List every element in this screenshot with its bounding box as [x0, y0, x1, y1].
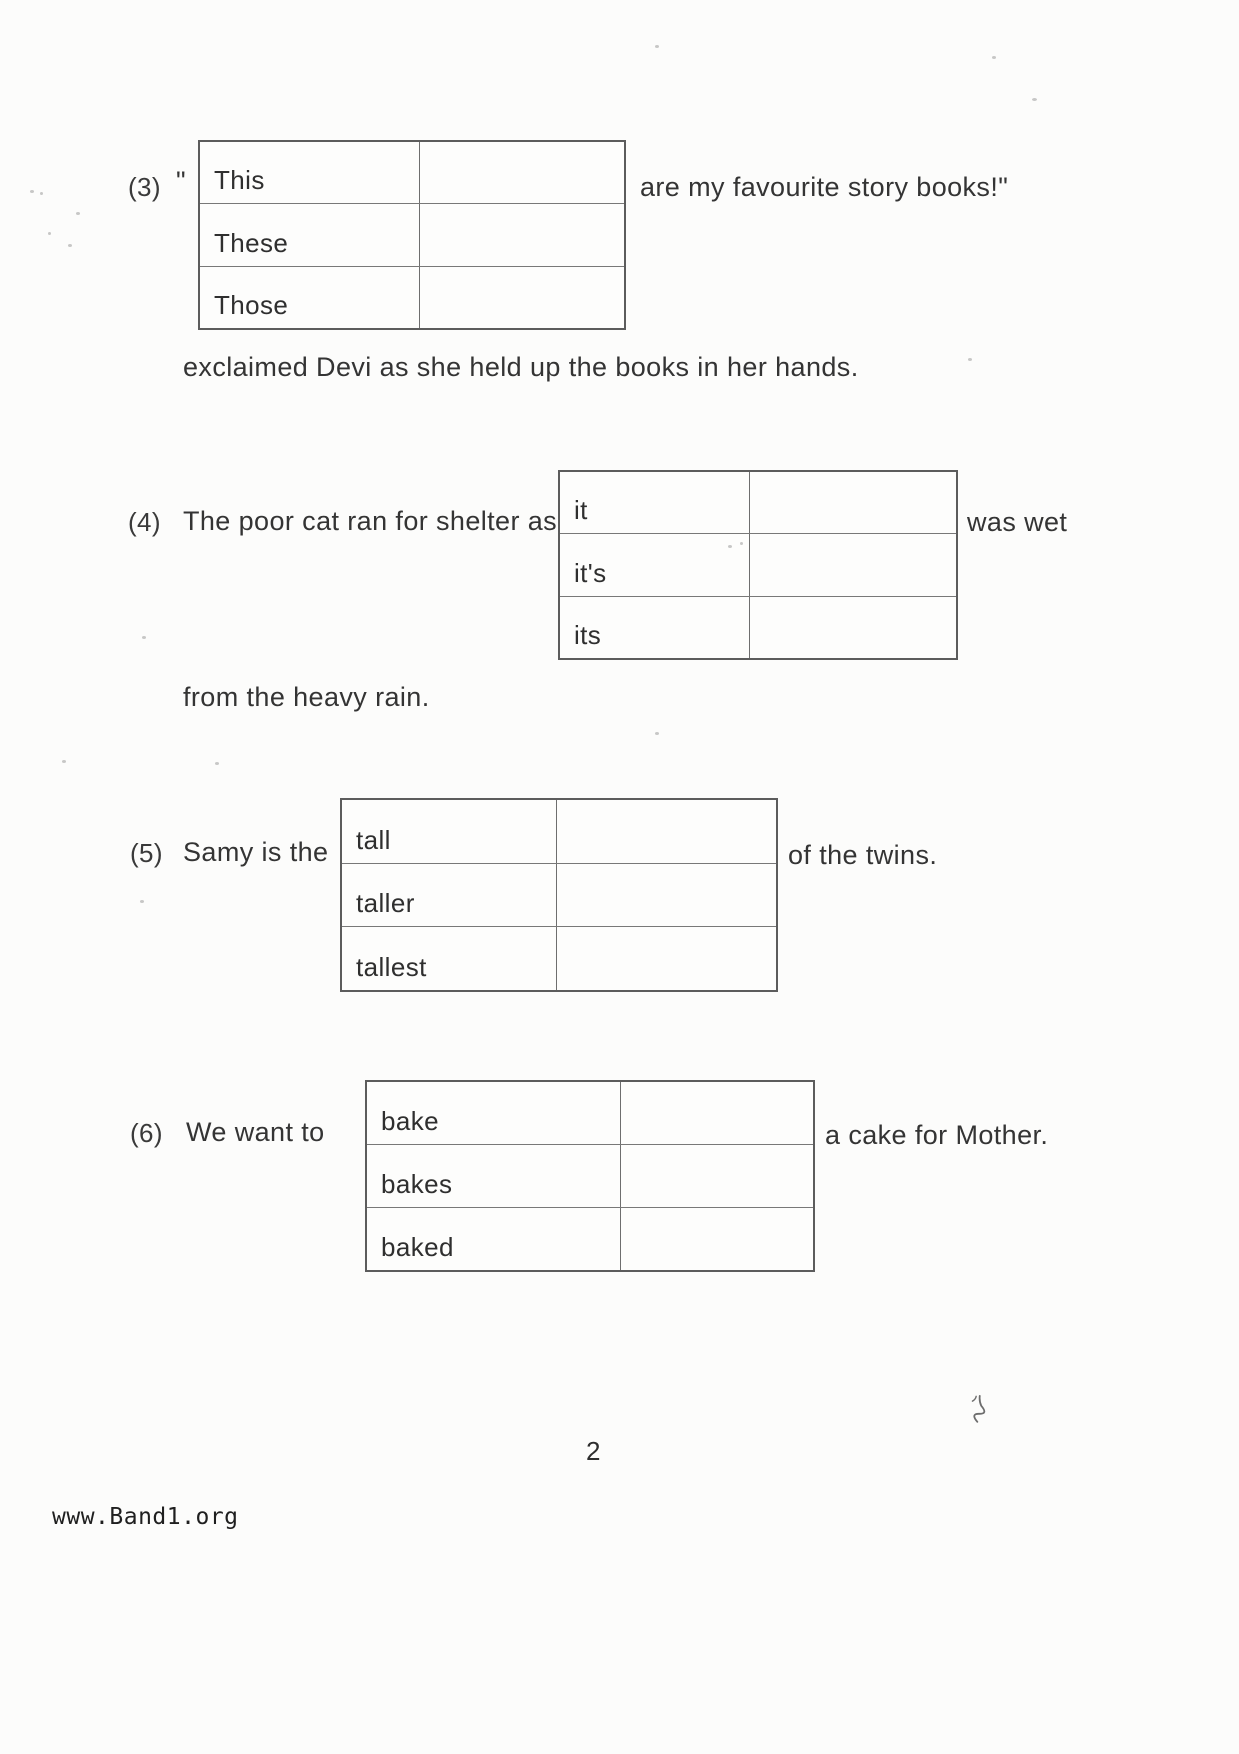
option-word: baked	[381, 1232, 454, 1262]
question-6-pre-text: We want to	[186, 1117, 325, 1147]
answer-cell	[750, 472, 956, 533]
question-5-post-text: of the twins.	[788, 840, 938, 870]
option-word: tall	[356, 824, 391, 855]
option-row	[560, 597, 956, 658]
answer-cell	[621, 1145, 813, 1207]
option-word-cell	[560, 597, 750, 658]
answer-cell	[557, 927, 776, 990]
scan-speck	[992, 56, 996, 59]
option-word-cell	[200, 142, 420, 203]
option-word-cell	[342, 800, 557, 863]
question-5-number: (5)	[130, 838, 163, 868]
option-word-cell	[560, 534, 750, 595]
question-3-open-quote: "	[176, 166, 186, 196]
scan-speck	[655, 732, 659, 735]
option-row	[342, 864, 776, 928]
answer-cell	[420, 204, 624, 265]
option-row	[200, 204, 624, 266]
question-6-post-text: a cake for Mother.	[825, 1120, 1049, 1150]
option-word-cell	[200, 204, 420, 265]
option-word-cell	[342, 864, 557, 927]
answer-cell	[557, 800, 776, 863]
option-word-cell	[367, 1145, 621, 1207]
scan-speck	[728, 545, 732, 548]
option-row	[560, 472, 956, 534]
handwritten-mark-icon	[960, 1387, 999, 1429]
question-3-post-text: are my favourite story books!"	[640, 172, 1009, 202]
question-6-number: (6)	[130, 1118, 163, 1148]
scan-speck	[76, 212, 80, 215]
option-word: Those	[214, 289, 289, 320]
question-6-options-table	[365, 1080, 815, 1272]
scan-speck	[68, 244, 72, 247]
answer-cell	[420, 267, 624, 328]
scan-speck	[740, 542, 743, 545]
scan-speck	[48, 232, 51, 235]
answer-cell	[420, 142, 624, 203]
option-word: These	[214, 227, 289, 258]
answer-cell	[750, 597, 956, 658]
option-row	[367, 1208, 813, 1270]
question-4-pre-text: The poor cat ran for shelter as	[183, 506, 558, 536]
option-word: bakes	[381, 1169, 453, 1199]
scan-speck	[968, 358, 972, 361]
option-word: taller	[356, 888, 415, 919]
scan-speck	[1032, 98, 1037, 101]
answer-cell	[750, 534, 956, 595]
question-3-number: (3)	[128, 172, 161, 202]
option-row	[342, 927, 776, 990]
option-word: bake	[381, 1106, 439, 1136]
option-row	[200, 142, 624, 204]
option-word: it's	[574, 557, 607, 588]
option-word-cell	[200, 267, 420, 328]
scan-speck	[655, 45, 659, 48]
option-word-cell	[367, 1208, 621, 1270]
scan-speck	[140, 900, 144, 903]
option-word-cell	[367, 1082, 621, 1144]
question-3-options-table	[198, 140, 626, 330]
option-row	[367, 1145, 813, 1208]
option-word: its	[574, 619, 602, 650]
scan-speck	[215, 762, 219, 765]
page-number: 2	[586, 1436, 601, 1466]
question-4-post-text: was wet	[967, 507, 1068, 537]
question-4-follow-text: from the heavy rain.	[183, 682, 430, 712]
question-4-number: (4)	[128, 507, 161, 537]
question-5-options-table	[340, 798, 778, 992]
option-row	[342, 800, 776, 864]
option-row	[200, 267, 624, 328]
answer-cell	[621, 1208, 813, 1270]
scan-speck	[40, 192, 43, 195]
option-word-cell	[342, 927, 557, 990]
question-4-options-table	[558, 470, 958, 660]
question-5-pre-text: Samy is the	[183, 837, 329, 867]
scan-speck	[30, 190, 34, 193]
scan-speck	[62, 760, 66, 763]
option-word: tallest	[356, 952, 427, 983]
option-row	[367, 1082, 813, 1145]
answer-cell	[557, 864, 776, 927]
question-3-follow-text: exclaimed Devi as she held up the books in her hands.	[183, 352, 859, 382]
option-row	[560, 534, 956, 596]
option-word-cell	[560, 472, 750, 533]
option-word: This	[214, 165, 265, 196]
answer-cell	[621, 1082, 813, 1144]
footer-url: www.Band1.org	[52, 1504, 239, 1530]
option-word: it	[574, 495, 588, 526]
scan-speck	[142, 636, 146, 639]
